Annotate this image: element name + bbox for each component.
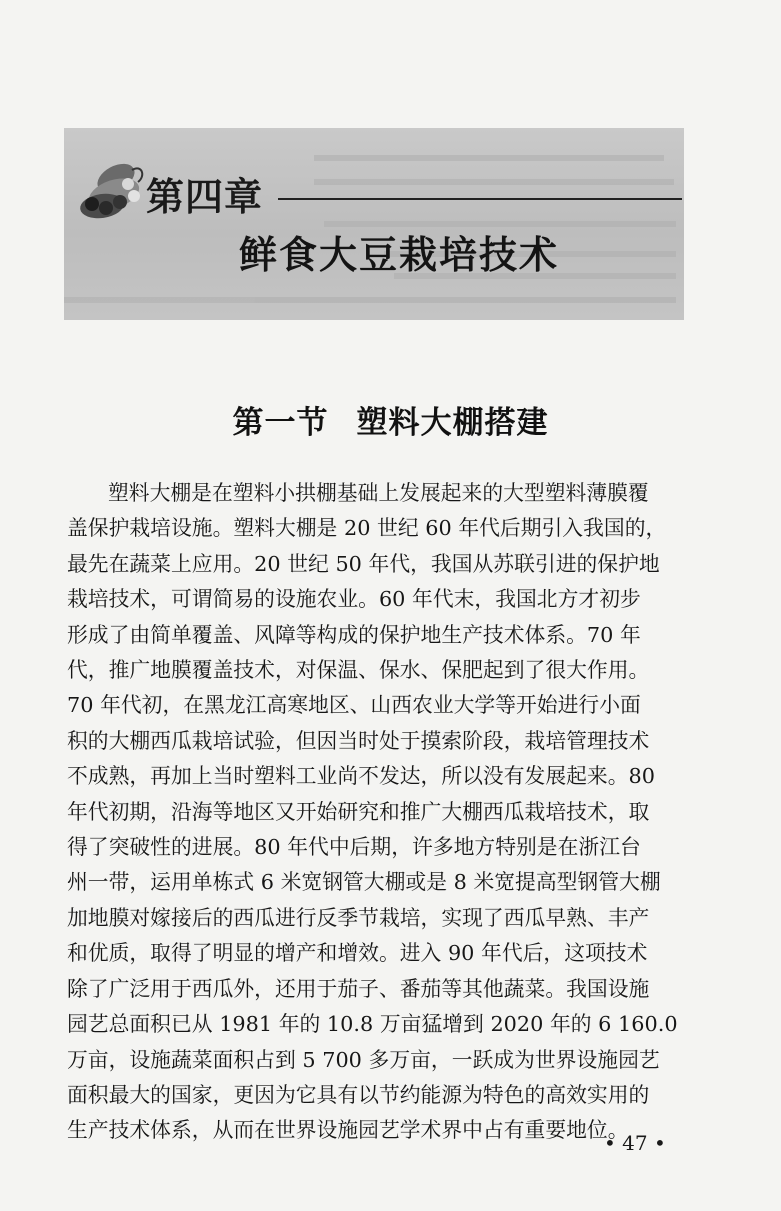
body-line: 代，推广地膜覆盖技术，对保温、保水、保肥起到了很大作用。 bbox=[67, 658, 650, 683]
body-line: 最先在蔬菜上应用。20 世纪 50 年代，我国从苏联引进的保护地 bbox=[67, 551, 660, 576]
body-line: 年代初期，沿海等地区又开始研究和推广大棚西瓜栽培技术，取 bbox=[67, 799, 650, 824]
chapter-rule bbox=[278, 198, 682, 200]
soybean-pod-icon bbox=[72, 156, 150, 226]
body-line: 栽培技术，可谓简易的设施农业。60 年代末，我国北方才初步 bbox=[67, 587, 641, 612]
body-line: 除了广泛用于西瓜外，还用于茄子、番茄等其他蔬菜。我国设施 bbox=[67, 976, 650, 1001]
body-line: 得了突破性的进展。80 年代中后期，许多地方特别是在浙江台 bbox=[67, 835, 641, 860]
body-line: 园艺总面积已从 1981 年的 10.8 万亩猛增到 2020 年的 6 160.0 bbox=[67, 1012, 678, 1037]
section-number: 第一节 bbox=[232, 405, 329, 441]
body-line: 生产技术体系，从而在世界设施园艺学术界中占有重要地位。 bbox=[67, 1118, 629, 1143]
chapter-label: 第四章 bbox=[146, 174, 264, 219]
body-line: 不成熟，再加上当时塑料工业尚不发达，所以没有发展起来。80 bbox=[67, 764, 655, 789]
chapter-banner bbox=[64, 128, 684, 320]
body-paragraph bbox=[67, 476, 687, 1149]
bleed-through-texture bbox=[64, 128, 684, 320]
body-line: 盖保护栽培设施。塑料大棚是 20 世纪 60 年代后期引入我国的， bbox=[67, 516, 667, 541]
body-line: 加地膜对嫁接后的西瓜进行反季节栽培，实现了西瓜早熟、丰产 bbox=[67, 905, 650, 930]
section-title: 塑料大棚搭建 bbox=[356, 405, 549, 441]
body-line: 塑料大棚是在塑料小拱棚基础上发展起来的大型塑料薄膜覆 bbox=[108, 481, 649, 505]
body-line: 万亩，设施蔬菜面积占到 5 700 多万亩，一跃成为世界设施园艺 bbox=[67, 1047, 660, 1072]
body-line: 形成了由简单覆盖、风障等构成的保护地生产技术体系。70 年 bbox=[67, 622, 641, 647]
body-line: 和优质，取得了明显的增产和增效。进入 90 年代后，这项技术 bbox=[67, 941, 648, 966]
page-number: • 47 • bbox=[604, 1131, 666, 1155]
body-line: 州一带，运用单栋式 6 米宽钢管大棚或是 8 米宽提高型钢管大棚 bbox=[67, 870, 661, 895]
section-heading bbox=[0, 403, 781, 443]
body-line: 面积最大的国家，更因为它具有以节约能源为特色的高效实用的 bbox=[67, 1082, 650, 1107]
chapter-title: 鲜食大豆栽培技术 bbox=[238, 233, 559, 277]
body-line: 积的大棚西瓜栽培试验，但因当时处于摸索阶段，栽培管理技术 bbox=[67, 728, 650, 753]
body-line: 70 年代初，在黑龙江高寒地区、山西农业大学等开始进行小面 bbox=[67, 693, 641, 718]
